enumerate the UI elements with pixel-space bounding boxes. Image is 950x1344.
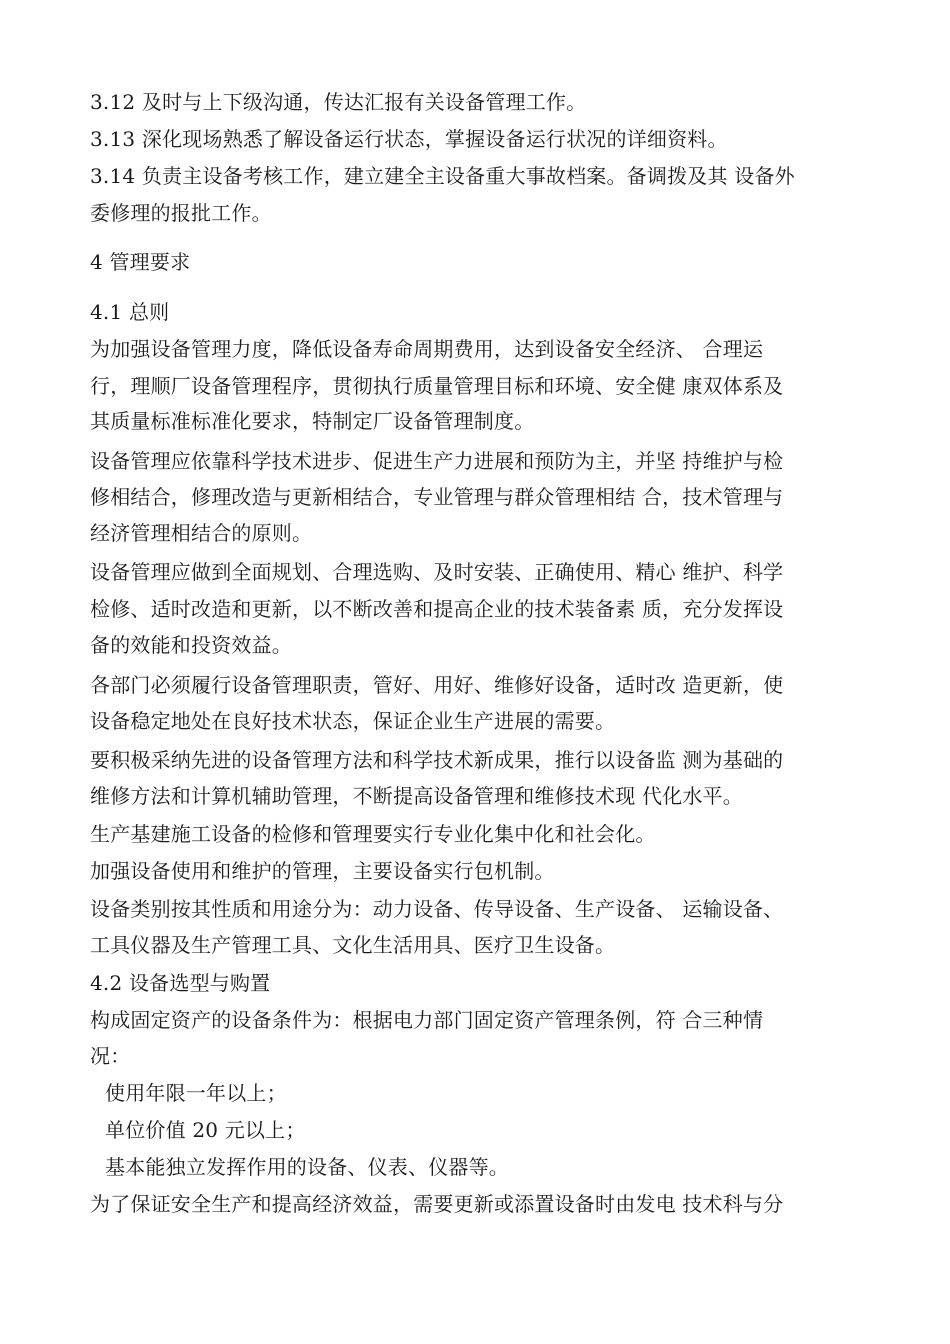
section-4-heading: 4 管理要求 bbox=[90, 250, 191, 274]
paragraph-2-line-3: 经济管理相结合的原则。 bbox=[90, 521, 313, 545]
paragraph-7: 加强设备使用和维护的管理，主要设备实行包机制。 bbox=[90, 859, 555, 883]
paragraph-2-line-1: 设备管理应依靠科学技术进步、促进生产力进展和预防为主，并坚 持维护与检 bbox=[90, 449, 784, 473]
clause-3-12: 3.12 及时与上下级沟通，传达汇报有关设备管理工作。 bbox=[90, 90, 587, 114]
clause-3-14-line-2: 委修理的报批工作。 bbox=[90, 201, 272, 225]
paragraph-3-line-3: 备的效能和投资效益。 bbox=[90, 633, 292, 657]
condition-item-1: 使用年限一年以上； bbox=[105, 1081, 287, 1105]
paragraph-3-line-2: 检修、适时改造和更新，以不断改善和提高企业的技术装备素 质，充分发挥设 bbox=[90, 597, 784, 621]
paragraph-8-line-2: 工具仪器及生产管理工具、文化生活用具、医疗卫生设备。 bbox=[90, 933, 616, 957]
paragraph-9-line-1: 构成固定资产的设备条件为：根据电力部门固定资产管理条例，符 合三种情 bbox=[90, 1008, 764, 1032]
paragraph-1-line-3: 其质量标准标准化要求，特制定厂设备管理制度。 bbox=[90, 409, 535, 433]
paragraph-5-line-2: 维修方法和计算机辅助管理，不断提高设备管理和维修技术现 代化水平。 bbox=[90, 784, 743, 808]
section-4-1-heading: 4.1 总则 bbox=[90, 300, 170, 324]
paragraph-4-line-1: 各部门必须履行设备管理职责，管好、用好、维修好设备，适时改 造更新，使 bbox=[90, 673, 784, 697]
paragraph-8-line-1: 设备类别按其性质和用途分为：动力设备、传导设备、生产设备、 运输设备、 bbox=[90, 897, 784, 921]
paragraph-1-line-2: 行，理顺厂设备管理程序，贯彻执行质量管理目标和环境、安全健 康双体系及 bbox=[90, 374, 784, 398]
paragraph-9-line-2: 况： bbox=[90, 1044, 131, 1068]
paragraph-10-line-1: 为了保证安全生产和提高经济效益，需要更新或添置设备时由发电 技术科与分 bbox=[90, 1192, 784, 1216]
paragraph-4-line-2: 设备稳定地处在良好技术状态，保证企业生产进展的需要。 bbox=[90, 709, 616, 733]
condition-item-3: 基本能独立发挥作用的设备、仪表、仪器等。 bbox=[105, 1155, 509, 1179]
paragraph-2-line-2: 修相结合，修理改造与更新相结合，专业管理与群众管理相结 合，技术管理与 bbox=[90, 485, 784, 509]
paragraph-5-line-1: 要积极采纳先进的设备管理方法和科学技术新成果，推行以设备监 测为基础的 bbox=[90, 748, 784, 772]
section-4-2-heading: 4.2 设备选型与购置 bbox=[90, 971, 271, 995]
clause-3-14-line-1: 3.14 负责主设备考核工作，建立建全主设备重大事故档案。备调拨及其 设备外 bbox=[90, 164, 795, 188]
paragraph-3-line-1: 设备管理应做到全面规划、合理选购、及时安装、正确使用、精心 维护、科学 bbox=[90, 560, 784, 584]
condition-item-2: 单位价值 20 元以上； bbox=[105, 1118, 306, 1142]
clause-3-13: 3.13 深化现场熟悉了解设备运行状态，掌握设备运行状况的详细资料。 bbox=[90, 127, 728, 151]
paragraph-6: 生产基建施工设备的检修和管理要实行专业化集中化和社会化。 bbox=[90, 822, 656, 846]
paragraph-1-line-1: 为加强设备管理力度，降低设备寿命周期费用，达到设备安全经济、 合理运 bbox=[90, 337, 764, 361]
